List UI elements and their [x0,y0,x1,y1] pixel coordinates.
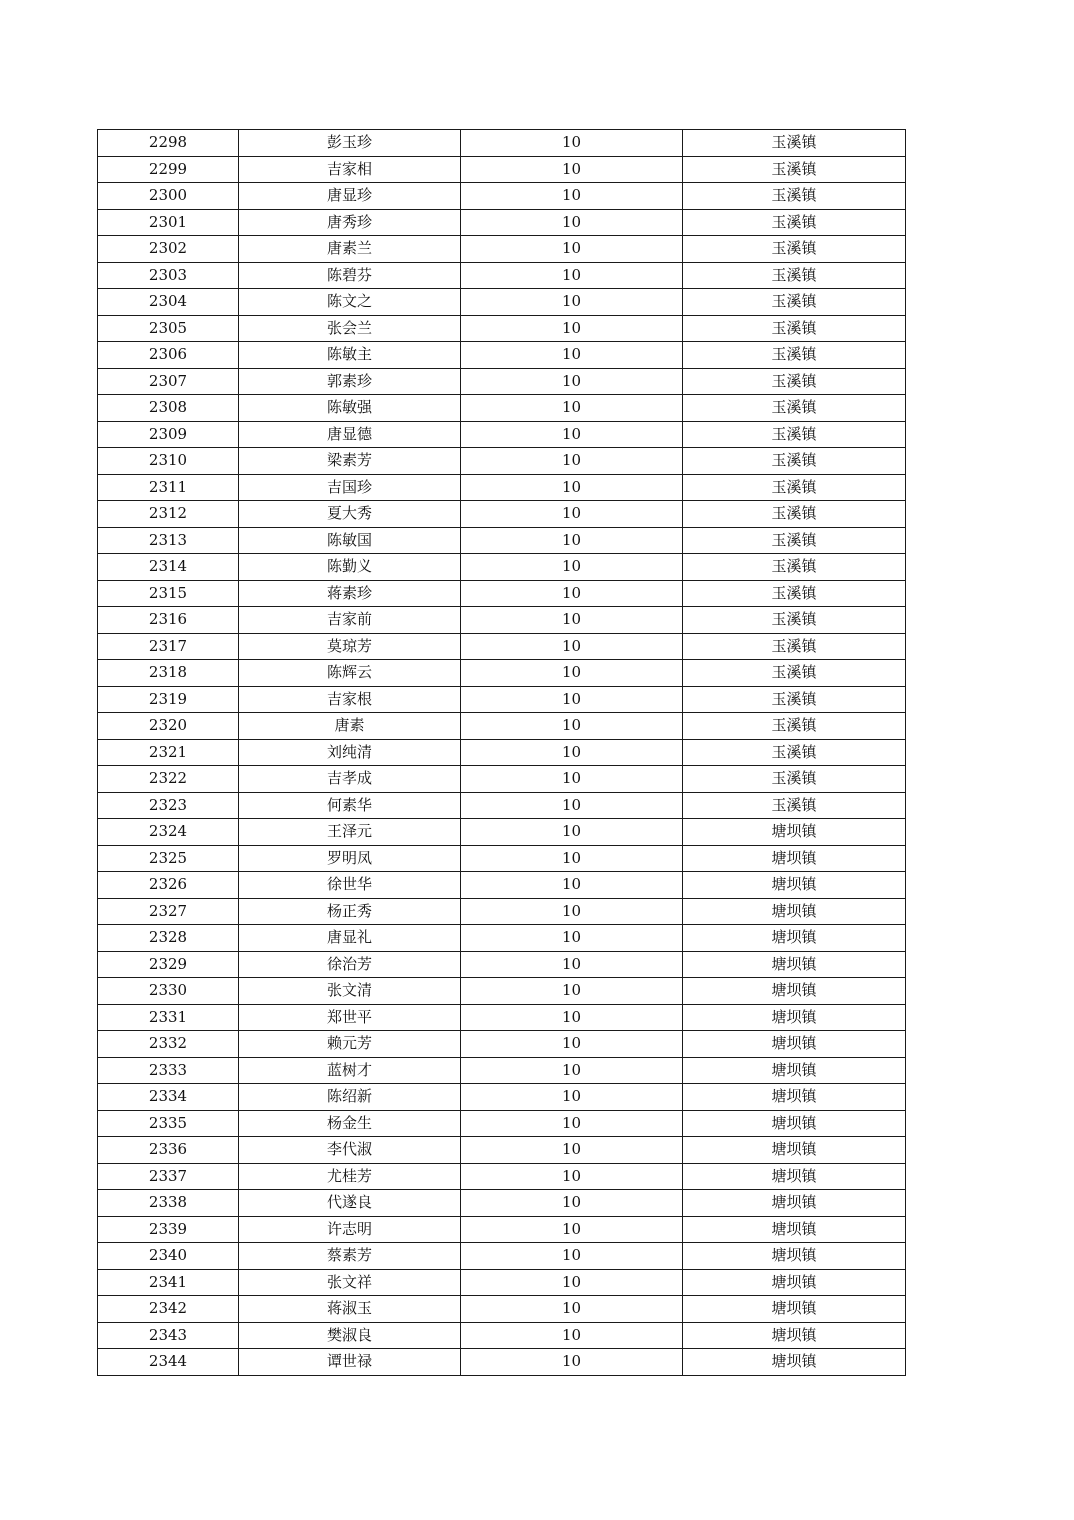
amount-cell: 10 [461,1190,683,1217]
amount-cell: 10 [461,1163,683,1190]
name-cell: 许志明 [239,1216,461,1243]
amount-cell: 10 [461,872,683,899]
name-cell: 杨正秀 [239,898,461,925]
name-cell: 陈辉云 [239,660,461,687]
town-cell: 塘坝镇 [683,951,906,978]
amount-cell: 10 [461,1110,683,1137]
name-cell: 陈勤义 [239,554,461,581]
town-cell: 玉溪镇 [683,130,906,157]
table-row [98,1110,906,1137]
row-number-cell: 2299 [98,156,239,183]
name-cell: 何素华 [239,792,461,819]
name-cell: 唐秀珍 [239,209,461,236]
table-row [98,395,906,422]
row-number-cell: 2301 [98,209,239,236]
amount-cell: 10 [461,1243,683,1270]
town-cell: 玉溪镇 [683,660,906,687]
amount-cell: 10 [461,421,683,448]
row-number-cell: 2340 [98,1243,239,1270]
table-row [98,315,906,342]
town-cell: 塘坝镇 [683,845,906,872]
amount-cell: 10 [461,209,683,236]
town-cell: 玉溪镇 [683,448,906,475]
roster-body [98,130,906,1376]
town-cell: 玉溪镇 [683,209,906,236]
table-row [98,421,906,448]
town-cell: 玉溪镇 [683,368,906,395]
table-row [98,739,906,766]
table-row [98,130,906,157]
table-row [98,1190,906,1217]
table-row [98,1349,906,1376]
amount-cell: 10 [461,607,683,634]
town-cell: 玉溪镇 [683,474,906,501]
amount-cell: 10 [461,1137,683,1164]
name-cell: 蒋素珍 [239,580,461,607]
row-number-cell: 2305 [98,315,239,342]
row-number-cell: 2319 [98,686,239,713]
name-cell: 唐显德 [239,421,461,448]
town-cell: 玉溪镇 [683,421,906,448]
town-cell: 玉溪镇 [683,183,906,210]
town-cell: 玉溪镇 [683,395,906,422]
amount-cell: 10 [461,1004,683,1031]
amount-cell: 10 [461,395,683,422]
name-cell: 唐显珍 [239,183,461,210]
table-row [98,289,906,316]
town-cell: 塘坝镇 [683,1349,906,1376]
row-number-cell: 2321 [98,739,239,766]
name-cell: 彭玉珍 [239,130,461,157]
name-cell: 吉家相 [239,156,461,183]
town-cell: 玉溪镇 [683,739,906,766]
name-cell: 唐素兰 [239,236,461,263]
name-cell: 蓝树才 [239,1057,461,1084]
town-cell: 塘坝镇 [683,1057,906,1084]
town-cell: 玉溪镇 [683,342,906,369]
town-cell: 玉溪镇 [683,607,906,634]
name-cell: 赖元芳 [239,1031,461,1058]
amount-cell: 10 [461,315,683,342]
name-cell: 杨金生 [239,1110,461,1137]
table-row [98,1322,906,1349]
amount-cell: 10 [461,1084,683,1111]
name-cell: 罗明凤 [239,845,461,872]
row-number-cell: 2336 [98,1137,239,1164]
amount-cell: 10 [461,686,683,713]
town-cell: 塘坝镇 [683,1190,906,1217]
amount-cell: 10 [461,183,683,210]
table-row [98,713,906,740]
town-cell: 玉溪镇 [683,713,906,740]
amount-cell: 10 [461,501,683,528]
amount-cell: 10 [461,156,683,183]
row-number-cell: 2303 [98,262,239,289]
town-cell: 玉溪镇 [683,289,906,316]
amount-cell: 10 [461,236,683,263]
table-row [98,183,906,210]
row-number-cell: 2338 [98,1190,239,1217]
name-cell: 吉孝成 [239,766,461,793]
table-row [98,766,906,793]
amount-cell: 10 [461,845,683,872]
amount-cell: 10 [461,342,683,369]
name-cell: 夏大秀 [239,501,461,528]
name-cell: 吉国珍 [239,474,461,501]
table-row [98,1057,906,1084]
row-number-cell: 2304 [98,289,239,316]
row-number-cell: 2306 [98,342,239,369]
row-number-cell: 2313 [98,527,239,554]
town-cell: 塘坝镇 [683,1110,906,1137]
table-row [98,951,906,978]
name-cell: 吉家前 [239,607,461,634]
row-number-cell: 2330 [98,978,239,1005]
row-number-cell: 2326 [98,872,239,899]
name-cell: 陈敏国 [239,527,461,554]
row-number-cell: 2337 [98,1163,239,1190]
name-cell: 梁素芳 [239,448,461,475]
table-row [98,1163,906,1190]
amount-cell: 10 [461,713,683,740]
name-cell: 陈敏主 [239,342,461,369]
name-cell: 陈敏强 [239,395,461,422]
amount-cell: 10 [461,978,683,1005]
table-row [98,792,906,819]
town-cell: 玉溪镇 [683,262,906,289]
town-cell: 塘坝镇 [683,819,906,846]
amount-cell: 10 [461,580,683,607]
table-row [98,607,906,634]
table-row [98,686,906,713]
name-cell: 尤桂芳 [239,1163,461,1190]
row-number-cell: 2312 [98,501,239,528]
amount-cell: 10 [461,1296,683,1323]
town-cell: 塘坝镇 [683,1296,906,1323]
row-number-cell: 2308 [98,395,239,422]
table-row [98,236,906,263]
name-cell: 陈碧芬 [239,262,461,289]
row-number-cell: 2342 [98,1296,239,1323]
town-cell: 玉溪镇 [683,554,906,581]
table-row [98,1084,906,1111]
table-row [98,925,906,952]
amount-cell: 10 [461,1269,683,1296]
amount-cell: 10 [461,368,683,395]
row-number-cell: 2331 [98,1004,239,1031]
row-number-cell: 2298 [98,130,239,157]
amount-cell: 10 [461,1057,683,1084]
amount-cell: 10 [461,554,683,581]
row-number-cell: 2334 [98,1084,239,1111]
name-cell: 陈文之 [239,289,461,316]
row-number-cell: 2324 [98,819,239,846]
town-cell: 塘坝镇 [683,1084,906,1111]
amount-cell: 10 [461,130,683,157]
name-cell: 张文清 [239,978,461,1005]
town-cell: 玉溪镇 [683,236,906,263]
name-cell: 蒋淑玉 [239,1296,461,1323]
row-number-cell: 2328 [98,925,239,952]
name-cell: 谭世禄 [239,1349,461,1376]
row-number-cell: 2344 [98,1349,239,1376]
table-row [98,156,906,183]
name-cell: 张会兰 [239,315,461,342]
town-cell: 玉溪镇 [683,633,906,660]
table-row [98,448,906,475]
town-cell: 塘坝镇 [683,1216,906,1243]
amount-cell: 10 [461,633,683,660]
town-cell: 塘坝镇 [683,1322,906,1349]
name-cell: 郭素珍 [239,368,461,395]
amount-cell: 10 [461,474,683,501]
amount-cell: 10 [461,1349,683,1376]
table-row [98,660,906,687]
town-cell: 塘坝镇 [683,898,906,925]
town-cell: 塘坝镇 [683,925,906,952]
table-row [98,1004,906,1031]
amount-cell: 10 [461,527,683,554]
table-row [98,580,906,607]
town-cell: 玉溪镇 [683,501,906,528]
amount-cell: 10 [461,289,683,316]
amount-cell: 10 [461,925,683,952]
town-cell: 塘坝镇 [683,1243,906,1270]
table-row [98,845,906,872]
town-cell: 塘坝镇 [683,1004,906,1031]
table-row [98,474,906,501]
table-row [98,1269,906,1296]
name-cell: 蔡素芳 [239,1243,461,1270]
row-number-cell: 2329 [98,951,239,978]
row-number-cell: 2335 [98,1110,239,1137]
row-number-cell: 2325 [98,845,239,872]
row-number-cell: 2317 [98,633,239,660]
town-cell: 塘坝镇 [683,1137,906,1164]
table-row [98,1137,906,1164]
name-cell: 王泽元 [239,819,461,846]
amount-cell: 10 [461,262,683,289]
town-cell: 塘坝镇 [683,1031,906,1058]
row-number-cell: 2318 [98,660,239,687]
row-number-cell: 2310 [98,448,239,475]
town-cell: 玉溪镇 [683,792,906,819]
row-number-cell: 2341 [98,1269,239,1296]
row-number-cell: 2327 [98,898,239,925]
row-number-cell: 2300 [98,183,239,210]
table-row [98,978,906,1005]
row-number-cell: 2302 [98,236,239,263]
table-row [98,872,906,899]
town-cell: 玉溪镇 [683,315,906,342]
town-cell: 塘坝镇 [683,1269,906,1296]
table-row [98,209,906,236]
amount-cell: 10 [461,898,683,925]
roster-table [97,129,906,1376]
amount-cell: 10 [461,1216,683,1243]
table-row [98,633,906,660]
table-row [98,819,906,846]
table-row [98,1216,906,1243]
name-cell: 李代淑 [239,1137,461,1164]
table-row [98,554,906,581]
town-cell: 塘坝镇 [683,872,906,899]
name-cell: 樊淑良 [239,1322,461,1349]
amount-cell: 10 [461,792,683,819]
row-number-cell: 2314 [98,554,239,581]
name-cell: 代遂良 [239,1190,461,1217]
name-cell: 唐素 [239,713,461,740]
table-row [98,527,906,554]
amount-cell: 10 [461,819,683,846]
amount-cell: 10 [461,1322,683,1349]
name-cell: 唐显礼 [239,925,461,952]
name-cell: 张文祥 [239,1269,461,1296]
table-row [98,898,906,925]
row-number-cell: 2339 [98,1216,239,1243]
name-cell: 陈绍新 [239,1084,461,1111]
name-cell: 郑世平 [239,1004,461,1031]
table-row [98,1243,906,1270]
town-cell: 玉溪镇 [683,686,906,713]
amount-cell: 10 [461,739,683,766]
town-cell: 玉溪镇 [683,156,906,183]
amount-cell: 10 [461,660,683,687]
name-cell: 徐世华 [239,872,461,899]
amount-cell: 10 [461,766,683,793]
row-number-cell: 2343 [98,1322,239,1349]
town-cell: 玉溪镇 [683,580,906,607]
town-cell: 玉溪镇 [683,766,906,793]
town-cell: 塘坝镇 [683,978,906,1005]
name-cell: 徐治芳 [239,951,461,978]
table-row [98,262,906,289]
name-cell: 莫琼芳 [239,633,461,660]
row-number-cell: 2309 [98,421,239,448]
row-number-cell: 2316 [98,607,239,634]
row-number-cell: 2311 [98,474,239,501]
row-number-cell: 2320 [98,713,239,740]
row-number-cell: 2322 [98,766,239,793]
row-number-cell: 2315 [98,580,239,607]
amount-cell: 10 [461,951,683,978]
row-number-cell: 2323 [98,792,239,819]
amount-cell: 10 [461,448,683,475]
table-row [98,1296,906,1323]
table-row [98,1031,906,1058]
row-number-cell: 2307 [98,368,239,395]
name-cell: 刘纯清 [239,739,461,766]
amount-cell: 10 [461,1031,683,1058]
name-cell: 吉家根 [239,686,461,713]
row-number-cell: 2332 [98,1031,239,1058]
town-cell: 玉溪镇 [683,527,906,554]
table-row [98,368,906,395]
town-cell: 塘坝镇 [683,1163,906,1190]
table-row [98,501,906,528]
table-row [98,342,906,369]
row-number-cell: 2333 [98,1057,239,1084]
